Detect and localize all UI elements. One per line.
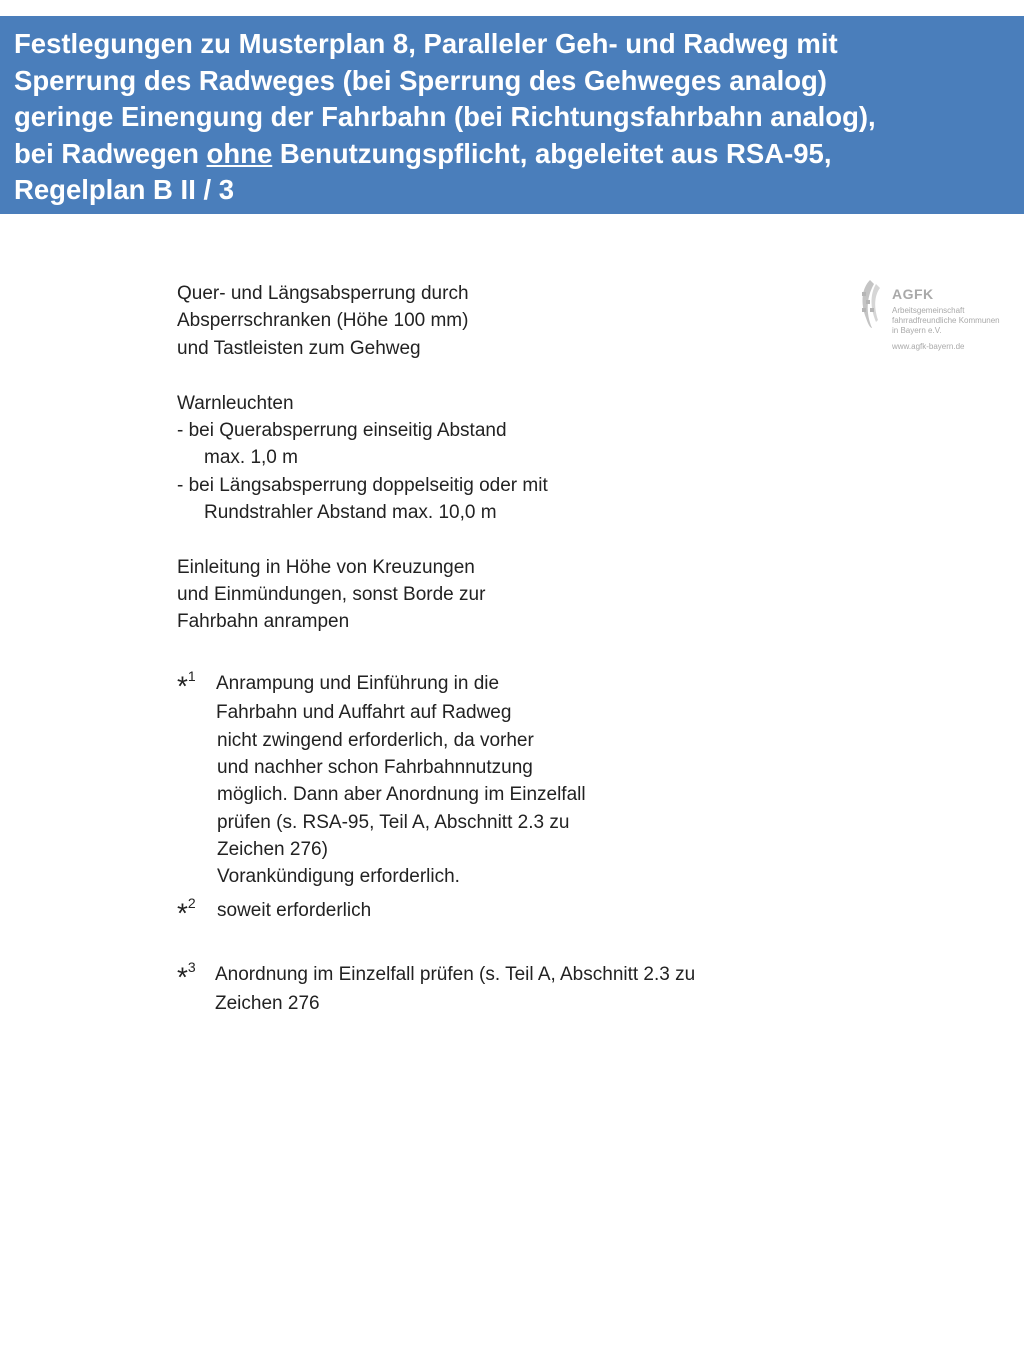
footnote-1-line-3: nicht zwingend erforderlich, da vorher [217, 730, 534, 751]
footnote-1-marker [177, 666, 196, 700]
block1-line-1: Quer- und Längsabsperrung durch [177, 283, 469, 304]
block2-item-1-cont: max. 1,0 m [204, 447, 298, 468]
block2-item-2: - bei Längsabsperrung doppelseitig oder mit [177, 475, 548, 496]
footnote-1-number: 1 [187, 668, 196, 684]
title-line-2: Sperrung des Radweges (bei Sperrung des Gehweges analog) [14, 64, 827, 96]
footnote-1-line-7: Zeichen 276) [217, 839, 328, 860]
block2-heading: Warnleuchten [177, 393, 294, 414]
footnote-3-line-1: Anordnung im Einzelfall prüfen (s. Teil A, Abschnitt 2.3 zu [215, 964, 696, 985]
footnote-1-line-2: Fahrbahn und Auffahrt auf Radweg [216, 702, 512, 723]
footnote-3-marker [177, 957, 196, 991]
title-line-3: geringe Einengung der Fahrbahn (bei Richtungsfahrbahn analog), [14, 101, 876, 132]
footnote-3-number: 3 [187, 959, 196, 975]
block1-line-3: und Tastleisten zum Gehweg [177, 338, 421, 359]
footnote-2-asterisk: * [177, 897, 188, 929]
footnote-1-line-8: Vorankündigung erforderlich. [217, 866, 460, 887]
title-line-4-end: Benutzungspflicht, abgeleitet aus RSA-95, [272, 137, 832, 169]
footnote-1-asterisk: * [177, 670, 188, 702]
title-line-4-start: bei Radwegen [14, 137, 207, 169]
agfk-logo [856, 276, 1016, 356]
title-banner [0, 16, 1024, 214]
footnote-2-line-1: soweit erforderlich [217, 900, 372, 921]
footnote-3-asterisk: * [177, 961, 188, 993]
block2-item-2-cont: Rundstrahler Abstand max. 10,0 m [204, 502, 497, 523]
block3-line-3: Fahrbahn anrampen [177, 611, 350, 632]
title-line-4 [14, 136, 1010, 173]
footnote-1-line-6: prüfen (s. RSA-95, Teil A, Abschnitt 2.3 zu [217, 812, 570, 833]
title-line-1: Festlegungen zu Musterplan 8, Paralleler Geh- und Radweg mit [14, 28, 838, 59]
title-line-5: Regelplan B II / 3 [14, 174, 235, 205]
logo-line-3: in Bayern e.V. [892, 326, 942, 335]
block1-line-2: Absperrschranken (Höhe 100 mm) [177, 310, 469, 331]
logo-title: AGFK [892, 286, 934, 302]
title-underlined-word: ohne [206, 137, 273, 169]
logo-url: www.agfk-bayern.de [892, 342, 965, 351]
block3-line-2: und Einmündungen, sonst Borde zur [177, 584, 486, 605]
footnote-1-line-5: möglich. Dann aber Anordnung im Einzelfall [217, 784, 586, 805]
footnote-1-line-4: und nachher schon Fahrbahnnutzung [217, 757, 533, 778]
footnote-1-line-1: Anrampung und Einführung in die [216, 673, 500, 694]
block3-line-1: Einleitung in Höhe von Kreuzungen [177, 557, 475, 578]
logo-line-1: Arbeitsgemeinschaft [892, 306, 965, 315]
logo-line-2: fahrradfreundliche Kommunen [892, 316, 1000, 325]
block2-item-1: - bei Querabsperrung einseitig Abstand [177, 420, 507, 441]
footnote-3-line-2: Zeichen 276 [215, 993, 320, 1014]
agfk-logo-icon [856, 278, 888, 330]
footnote-2-marker [177, 893, 196, 927]
footnote-2-number: 2 [187, 895, 196, 911]
